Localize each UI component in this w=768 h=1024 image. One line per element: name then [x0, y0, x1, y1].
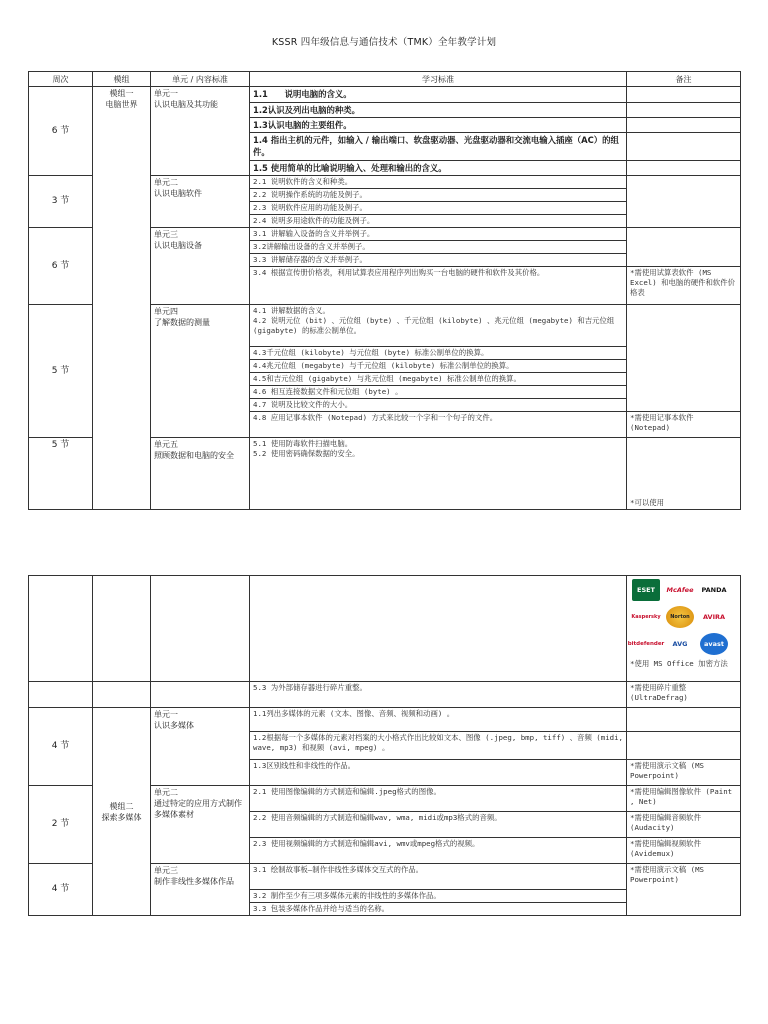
standard-cell: 4.7 说明及比较文件的大小。: [250, 399, 627, 412]
header-module: 模组: [93, 72, 151, 87]
standard-cell: 3.4 根据宣传册价格表，利用试算表应用程序列出购买一台电脑的硬件和软件及其价格。: [250, 267, 627, 305]
remark-cell: *需使用演示文稿 (MS Powerpoint): [627, 760, 741, 786]
module-cell: 模组一 电脑世界: [93, 87, 151, 510]
module-cell: 模组二 探索多媒体: [93, 708, 151, 916]
plan-table-1: [28, 71, 741, 510]
week-cell: 4 节: [29, 864, 93, 916]
remark-cell: [627, 103, 741, 118]
avast-logo: avast: [700, 633, 728, 655]
week-cell: 6 节: [29, 87, 93, 176]
eset-logo: ESET: [632, 579, 660, 601]
standard-cell: 4.8 应用记事本软件 (Notepad) 方式来比较一个字和一个句子的文件。: [250, 412, 627, 438]
week-cell: 6 节: [29, 228, 93, 305]
panda-logo: PANDA: [701, 585, 727, 594]
standard-cell: 1.5 使用简单的比喻说明输入、处理和输出的含义。: [250, 161, 627, 176]
remark-cell: [627, 228, 741, 267]
remark-cell: *需使用编辑图像软件 (Paint , Net): [627, 786, 741, 812]
week-cell: 3 节: [29, 176, 93, 228]
unit-cell: 单元五 照顾数据和电脑的安全: [151, 438, 250, 510]
header-remark: 备注: [627, 72, 741, 87]
standard-cell: 4.3千元位组 (kilobyte) 与元位组 (byte) 标准公制单位的换算。: [250, 347, 627, 360]
antivirus-logos: [627, 577, 737, 659]
unit-cell: 单元一 认识多媒体: [151, 708, 250, 786]
standard-cell: 2.4 说明多用途软件的功能及例子。: [250, 215, 627, 228]
standard-cell: 2.3 说明软件应用的功能及例子。: [250, 202, 627, 215]
standard-cell: 1.4 指出主机的元件，如输入 / 输出端口、软盘驱动器、光盘驱动器和交流电输入插座（AC）的组件。: [250, 133, 627, 161]
remark-cell: [627, 708, 741, 732]
avira-logo: AVIRA: [702, 612, 726, 621]
remark-cell: [627, 118, 741, 133]
standard-cell: [250, 305, 627, 347]
module-cell: [93, 682, 151, 708]
standard-cell: 1.1列出多媒体的元素 (文本、图像、音频、视频和动画) 。: [250, 708, 627, 732]
standard-cell: 3.1 绘制故事板—制作非线性多媒体交互式的作品。: [250, 864, 627, 890]
avg-logo: AVG: [672, 639, 688, 648]
standard-cell: 3.3 讲解储存器的含义并举例子。: [250, 254, 627, 267]
standard-cell: 2.1 说明软件的含义和种类。: [250, 176, 627, 189]
week-cell: 2 节: [29, 786, 93, 864]
remark-cell: [627, 133, 741, 161]
remark-cell: [627, 732, 741, 760]
remark-cell: *需使用试算表软件 (MS Excel) 和电脑的硬件和软件价格表: [627, 267, 741, 305]
unit-cell: [151, 682, 250, 708]
standard-cell: [250, 576, 627, 682]
standard-cell: 1.1 说明电脑的含义。: [250, 87, 627, 103]
standard-cell: [250, 438, 627, 510]
remark-cell: *需使用记事本软件 (Notepad): [627, 412, 741, 438]
page-title: KSSR 四年级信息与通信技术（TMK）全年教学计划: [271, 37, 497, 48]
standard-cell: 1.2根据每一个多媒体的元素对档案的大小格式作出比较如文本、图像 (.jpeg, bmp, tiff) 、音频 (midi, wave, mp3) 和视频 (avi, mpeg) 。: [250, 732, 627, 760]
standard-line: 5.1 使用防毒软件扫描电脑。: [253, 439, 353, 448]
week-cell: 5 节: [29, 305, 93, 438]
standard-cell: 2.2 说明操作系统的功能及例子。: [250, 189, 627, 202]
unit-cell: 单元三 认识电脑设备: [151, 228, 250, 305]
standard-cell: 2.3 使用视频编辑的方式制造和编辑avi, wmv或mpeg格式的视频。: [250, 838, 627, 864]
remark-cell: *需使用编辑视频软件 (Avidemux): [627, 838, 741, 864]
standard-cell: 1.3区别线性和非线性的作品。: [250, 760, 627, 786]
week-cell: 5 节: [29, 438, 93, 510]
remark-cell: [627, 176, 741, 228]
remark-cell: [627, 305, 741, 412]
unit-cell: 单元二 通过特定的应用方式制作多媒体素材: [151, 786, 250, 864]
remark-text: *使用 MS Office 加密方法: [630, 659, 728, 668]
standard-cell: 3.2 制作至少有三项多媒体元素的非线性的多媒体作品。: [250, 890, 627, 903]
standard-cell: 1.2认识及列出电脑的种类。: [250, 103, 627, 118]
standard-cell: 4.6 相互连接数据文件和元位组 (byte) 。: [250, 386, 627, 399]
remark-cell: *需使用演示文稿 (MS Powerpoint): [627, 864, 741, 916]
standard-line: 4.1 讲解数据的含义。: [253, 306, 330, 315]
unit-cell: 单元二 认识电脑软件: [151, 176, 250, 228]
remark-cell: *可以使用: [627, 438, 741, 510]
remark-cell: [627, 576, 741, 682]
standard-cell: 4.4兆元位组 (megabyte) 与千元位组 (kilobyte) 标准公制单位的换算。: [250, 360, 627, 373]
header-standard: 学习标准: [250, 72, 627, 87]
standard-cell: 4.5和吉元位组 (gigabyte) 与兆元位组 (megabyte) 标准公制单位的换算。: [250, 373, 627, 386]
header-unit: 单元 / 内容标准: [151, 72, 250, 87]
unit-cell: 单元一 认识电脑及其功能: [151, 87, 250, 176]
header-week: 周次: [29, 72, 93, 87]
header-row: [29, 72, 741, 87]
mcafee-logo: McAfee: [666, 585, 694, 594]
unit-cell: [151, 576, 250, 682]
week-cell: 4 节: [29, 708, 93, 786]
standard-cell: 5.3 为外部储存器进行碎片重整。: [250, 682, 627, 708]
module-cell: [93, 576, 151, 682]
norton-logo: Norton: [666, 606, 694, 628]
standard-cell: 2.2 使用音频编辑的方式制造和编辑wav, wma, midi或mp3格式的音频。: [250, 812, 627, 838]
plan-table-2: [28, 575, 741, 916]
standard-cell: 3.3 包装多媒体作品并给与适当的名称。: [250, 903, 627, 916]
remark-cell: [627, 87, 741, 103]
bitdefender-logo: bitdefender: [627, 640, 665, 647]
remark-cell: *需使用碎片重整 (UltraDefrag): [627, 682, 741, 708]
standard-line: 5.2 使用密码确保数据的安全。: [253, 449, 360, 458]
week-cell: [29, 576, 93, 682]
remark-cell: *需使用编辑音频软件 (Audacity): [627, 812, 741, 838]
standard-cell: 2.1 使用图像编辑的方式制造和编辑.jpeg格式的图像。: [250, 786, 627, 812]
unit-cell: 单元四 了解数据的测量: [151, 305, 250, 438]
kaspersky-logo: Kaspersky: [631, 613, 661, 620]
standard-cell: 3.1 讲解输入设备的含义并举例子。: [250, 228, 627, 241]
remark-cell: [627, 161, 741, 176]
week-cell: [29, 682, 93, 708]
standard-cell: 1.3认识电脑的主要组件。: [250, 118, 627, 133]
standard-line: 4.2 说明元位 (bit) 、元位组 (byte) 、千元位组 (kilobyte) 、兆元位组 (megabyte) 和吉元位组 (gigabyte) 的标准公制单位。: [253, 316, 615, 335]
standard-cell: 3.2讲解输出设备的含义并举例子。: [250, 241, 627, 254]
unit-cell: 单元三 制作非线性多媒体作品: [151, 864, 250, 916]
